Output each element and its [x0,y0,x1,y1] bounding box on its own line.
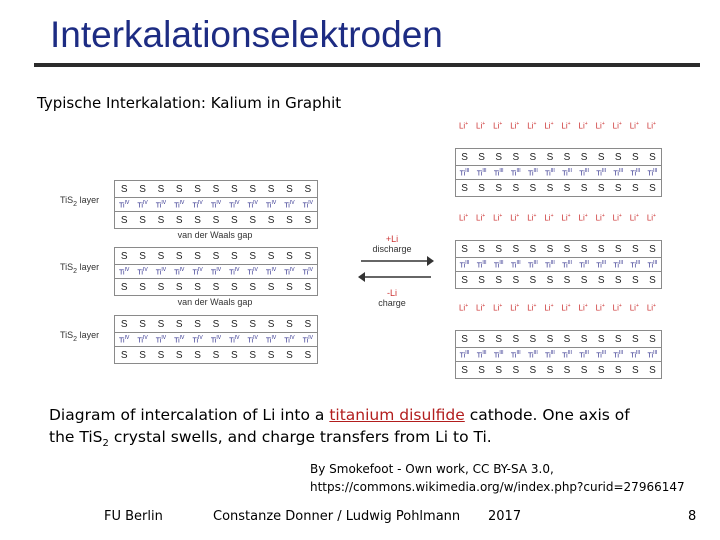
sulfur-atom: S [495,274,503,286]
titanium-iv-atom: $Ti^{IV}$ [155,199,167,210]
sulfur-atom: S [461,151,468,163]
sulfur-atom: S [231,318,238,330]
titanium-iii-atom: $Ti^{III}$ [476,349,487,360]
lithium-ion: Li+ [646,213,656,223]
titanium-iii-atom: $Ti^{III}$ [562,167,572,178]
titanium-iii-atom: $Ti^{III}$ [630,349,641,360]
titanium-iii-atom: $Ti^{III}$ [647,167,658,178]
sulfur-atom: S [304,281,312,293]
sulfur-atom: S [194,250,201,262]
titanium-iii-atom: $Ti^{III}$ [545,259,555,270]
sulfur-atom: S [212,318,220,330]
titanium-iii-atom: $Ti^{III}$ [596,349,607,360]
titanium-iv-atom: $Ti^{IV}$ [302,334,313,345]
sulfur-atom: S [563,182,571,194]
lithium-ion: Li+ [493,303,503,313]
sulfur-atom: S [139,349,146,361]
lithium-ion: Li+ [629,303,639,313]
titanium-iv-atom: $Ti^{IV}$ [265,334,277,345]
sulfur-atom: S [139,214,146,226]
sulfur-atom: S [286,250,293,262]
sulfur-atom: S [495,364,503,376]
titanium-iv-atom: $Ti^{IV}$ [247,199,258,210]
sulfur-atom: S [304,318,312,330]
sulfur-atom: S [631,243,639,255]
sulfur-atom: S [631,364,639,376]
lithium-ion: Li+ [646,121,656,131]
lithium-ion: Li+ [595,121,605,131]
sulfur-row-bottom [455,361,662,379]
sulfur-atom: S [529,151,537,163]
sulfur-row-bottom [114,211,318,229]
caption-text-1: Diagram of intercalation of Li into a [49,406,330,424]
sulfur-atom: S [249,349,257,361]
sulfur-atom: S [231,250,238,262]
sulfur-atom: S [267,318,275,330]
sulfur-atom: S [139,183,146,195]
titanium-iv-atom: $Ti^{IV}$ [192,266,203,277]
sulfur-atom: S [614,243,622,255]
titanium-row [114,332,318,347]
discharge-li-symbol: +Li [385,234,399,244]
caption-text-4: crystal swells, and charge transfers from Li to Ti. [108,428,492,446]
sulfur-atom: S [267,214,275,226]
titanium-iv-atom: $Ti^{IV}$ [302,199,313,210]
sulfur-atom: S [546,182,554,194]
sulfur-atom: S [194,281,201,293]
sulfur-atom: S [512,274,520,286]
footer-year: 2017 [488,509,522,524]
sulfur-atom: S [597,151,605,163]
figure-caption [49,404,689,455]
sulfur-atom: S [495,243,503,255]
titanium-iv-atom: $Ti^{IV}$ [229,334,240,345]
lithium-ion: Li+ [612,213,622,223]
sulfur-atom: S [631,151,639,163]
titanium-iii-atom: $Ti^{III}$ [562,349,572,360]
sulfur-atom: S [546,243,554,255]
sulfur-atom: S [249,183,257,195]
titanium-iii-atom: $Ti^{III}$ [596,167,607,178]
sulfur-atom: S [546,151,554,163]
titanium-iv-atom: $Ti^{IV}$ [137,334,148,345]
lithium-ion: Li+ [612,121,622,131]
lithium-row [455,301,660,315]
sulfur-atom: S [304,349,312,361]
sulfur-atom: S [157,250,165,262]
sulfur-atom: S [614,274,622,286]
titanium-iii-atom: $Ti^{III}$ [527,167,538,178]
reaction-arrows [357,252,435,286]
sulfur-atom: S [461,182,468,194]
sulfur-atom: S [614,182,622,194]
sulfur-atom: S [461,243,468,255]
sulfur-atom: S [649,274,656,286]
lithium-ion: Li+ [561,213,571,223]
lithium-ion: Li+ [493,121,503,131]
sulfur-atom: S [580,151,588,163]
titanium-row [455,257,662,272]
sulfur-atom: S [580,333,588,345]
sulfur-atom: S [563,151,571,163]
titanium-iv-atom: $Ti^{IV}$ [284,199,295,210]
lithium-ion: Li+ [595,213,605,223]
sulfur-row-bottom [114,278,318,296]
sulfur-atom: S [157,318,165,330]
sulfur-atom: S [649,333,656,345]
van-der-waals-gap-label: van der Waals gap [177,297,253,307]
lithium-ion: Li+ [544,121,554,131]
sulfur-atom: S [120,250,128,262]
sulfur-atom: S [495,182,503,194]
sulfur-atom: S [478,364,485,376]
sulfur-atom: S [304,183,312,195]
sulfur-atom: S [120,183,128,195]
titanium-iv-atom: $Ti^{IV}$ [155,334,167,345]
titanium-iii-atom: $Ti^{III}$ [527,349,538,360]
titanium-iv-atom: $Ti^{IV}$ [137,199,148,210]
sulfur-atom: S [546,364,554,376]
sulfur-atom: S [231,281,238,293]
sulfur-atom: S [194,349,201,361]
sulfur-atom: S [194,214,201,226]
lithium-ion: Li+ [493,213,503,223]
sulfur-atom: S [529,243,537,255]
titanium-iv-atom: $Ti^{IV}$ [174,266,185,277]
titanium-iii-atom: $Ti^{III}$ [493,167,504,178]
sulfur-atom: S [478,243,485,255]
sulfur-atom: S [175,281,183,293]
sulfur-atom: S [529,274,537,286]
sulfur-row-bottom [455,271,662,289]
titanium-row [114,197,318,212]
footer-institution: FU Berlin [104,509,163,524]
sulfur-atom: S [614,333,622,345]
lithium-ion: Li+ [510,303,520,313]
titanium-iv-atom: $Ti^{IV}$ [119,266,130,277]
lithium-ion: Li+ [544,213,554,223]
lithium-ion: Li+ [646,303,656,313]
sulfur-atom: S [286,214,293,226]
titanium-iv-atom: $Ti^{IV}$ [229,266,240,277]
sulfur-atom: S [286,281,293,293]
sulfur-atom: S [580,243,588,255]
lithium-ion: Li+ [510,213,520,223]
sulfur-atom: S [212,281,220,293]
sulfur-atom: S [286,318,293,330]
sulfur-atom: S [614,151,622,163]
sulfur-atom: S [597,182,605,194]
sulfur-row-top [114,247,318,265]
image-credit [310,460,685,496]
titanium-iii-atom: $Ti^{III}$ [459,167,470,178]
titanium-iii-atom: $Ti^{III}$ [476,259,487,270]
sulfur-atom: S [512,333,520,345]
sulfur-atom: S [546,274,554,286]
titanium-iii-atom: $Ti^{III}$ [613,259,624,270]
sulfur-atom: S [649,182,656,194]
lithium-ion: Li+ [578,303,588,313]
titanium-iv-atom: $Ti^{IV}$ [174,334,185,345]
sulfur-atom: S [157,214,165,226]
titanium-iv-atom: $Ti^{IV}$ [229,199,240,210]
sulfur-atom: S [580,182,588,194]
titanium-iii-atom: $Ti^{III}$ [493,349,504,360]
lithium-ion: Li+ [458,121,469,131]
sulfur-atom: S [286,183,293,195]
lithium-ion: Li+ [578,213,588,223]
sulfur-atom: S [139,250,146,262]
sulfur-atom: S [563,364,571,376]
sulfur-atom: S [529,182,537,194]
sulfur-atom: S [563,274,571,286]
titanium-iii-atom: $Ti^{III}$ [647,349,658,360]
discharge-arrowhead [427,256,434,266]
caption-text-2: cathode. One axis of [464,406,630,424]
titanium-iv-atom: $Ti^{IV}$ [284,266,295,277]
titanium-row [114,264,318,279]
charge-arrowhead [358,272,365,282]
sulfur-row-top [114,180,318,198]
caption-formula-s: S [92,428,103,446]
sulfur-atom: S [267,349,275,361]
titanium-iv-atom: $Ti^{IV}$ [302,266,313,277]
title-rule [34,63,700,67]
sulfur-atom: S [157,183,165,195]
tis2-layer-label: TiS$_2$ layer [60,195,100,208]
sulfur-row-top [114,315,318,333]
lithium-ion: Li+ [629,213,639,223]
sulfur-atom: S [120,318,128,330]
sulfur-atom: S [478,182,485,194]
lithium-ion: Li+ [476,303,486,313]
discharge-label [362,234,422,254]
titanium-iii-atom: $Ti^{III}$ [545,349,555,360]
credit-url: https://commons.wikimedia.org/w/index.php?curid=27966147 [310,480,685,494]
sulfur-atom: S [563,243,571,255]
titanium-iii-atom: $Ti^{III}$ [647,259,658,270]
sulfur-atom: S [249,318,257,330]
sulfur-atom: S [649,364,656,376]
titanium-iv-atom: $Ti^{IV}$ [247,266,258,277]
titanium-iii-atom: $Ti^{III}$ [579,167,589,178]
titanium-row [455,347,662,362]
titanium-iv-atom: $Ti^{IV}$ [174,199,185,210]
sulfur-atom: S [495,333,503,345]
titanium-iv-atom: $Ti^{IV}$ [265,266,277,277]
credit-line-1: By Smokefoot - Own work, CC BY-SA 3.0, [310,462,554,476]
footer-authors: Constanze Donner / Ludwig Pohlmann [213,509,461,524]
sulfur-row-top [455,240,662,258]
lithium-ion: Li+ [629,121,639,131]
sulfur-atom: S [120,214,128,226]
sulfur-atom: S [212,214,220,226]
tis2-layer-label: TiS$_2$ layer [60,330,100,343]
sulfur-atom: S [649,243,656,255]
sulfur-atom: S [512,151,520,163]
titanium-iii-atom: $Ti^{III}$ [476,167,487,178]
sulfur-atom: S [512,364,520,376]
titanium-iii-atom: $Ti^{III}$ [579,349,589,360]
titanium-iv-atom: $Ti^{IV}$ [137,266,148,277]
sulfur-atom: S [212,250,220,262]
slide-subtitle: Typische Interkalation: Kalium in Graphit [37,94,342,112]
titanium-iii-atom: $Ti^{III}$ [562,259,572,270]
sulfur-atom: S [194,318,201,330]
sulfur-atom: S [286,349,293,361]
titanium-iv-atom: $Ti^{IV}$ [284,334,295,345]
sulfur-atom: S [231,349,238,361]
titanium-iv-atom: $Ti^{IV}$ [247,334,258,345]
sulfur-row-top [455,330,662,348]
sulfur-atom: S [478,274,485,286]
sulfur-atom: S [157,349,165,361]
lithium-row [455,211,660,225]
sulfur-atom: S [231,183,238,195]
sulfur-atom: S [249,250,257,262]
sulfur-atom: S [529,333,537,345]
sulfur-atom: S [249,214,257,226]
titanium-iii-atom: $Ti^{III}$ [510,167,521,178]
titanium-iii-atom: $Ti^{III}$ [596,259,607,270]
titanium-iii-atom: $Ti^{III}$ [630,167,641,178]
lithium-ion: Li+ [544,303,554,313]
lithium-ion: Li+ [476,121,486,131]
footer-page-number: 8 [688,509,697,524]
tis2-layer-label: TiS$_2$ layer [60,262,100,275]
lithium-ion: Li+ [561,303,571,313]
van-der-waals-gap-label: van der Waals gap [177,230,253,240]
discharge-word: discharge [372,244,412,254]
charge-word: charge [378,298,406,308]
lithium-ion: Li+ [527,303,537,313]
lithium-ion: Li+ [612,303,622,313]
lithium-ion: Li+ [510,121,520,131]
sulfur-atom: S [212,349,220,361]
lithium-ion: Li+ [476,213,486,223]
sulfur-atom: S [231,214,238,226]
sulfur-atom: S [175,318,183,330]
sulfur-atom: S [597,333,605,345]
titanium-iii-atom: $Ti^{III}$ [630,259,641,270]
sulfur-atom: S [529,364,537,376]
sulfur-atom: S [495,151,503,163]
sulfur-atom: S [461,364,468,376]
sulfur-atom: S [267,250,275,262]
lithium-ion: Li+ [527,213,537,223]
sulfur-atom: S [580,274,588,286]
lithium-ion: Li+ [458,213,469,223]
sulfur-atom: S [478,151,485,163]
lithium-ion: Li+ [595,303,605,313]
sulfur-atom: S [304,250,312,262]
sulfur-atom: S [512,243,520,255]
sulfur-atom: S [139,318,146,330]
lithium-ion: Li+ [561,121,571,131]
titanium-iii-atom: $Ti^{III}$ [493,259,504,270]
sulfur-atom: S [546,333,554,345]
sulfur-atom: S [580,364,588,376]
titanium-iii-atom: $Ti^{III}$ [527,259,538,270]
sulfur-atom: S [212,183,220,195]
titanium-iv-atom: $Ti^{IV}$ [192,334,203,345]
sulfur-row-bottom [455,179,662,197]
sulfur-atom: S [304,214,312,226]
sulfur-atom: S [249,281,257,293]
caption-formula-sub: 2 [102,438,109,450]
titanium-iii-atom: $Ti^{III}$ [510,259,521,270]
sulfur-atom: S [597,364,605,376]
sulfur-atom: S [631,182,639,194]
titanium-iii-atom: $Ti^{III}$ [613,167,624,178]
sulfur-atom: S [157,281,165,293]
charge-label [362,288,422,308]
titanium-iv-atom: $Ti^{IV}$ [155,266,167,277]
caption-text-3: the Ti [49,428,93,446]
titanium-iii-atom: $Ti^{III}$ [459,259,470,270]
lithium-ion: Li+ [578,121,588,131]
titanium-iv-atom: $Ti^{IV}$ [210,334,222,345]
titanium-disulfide-link[interactable]: titanium disulfide [329,406,465,424]
lithium-row [455,119,660,133]
sulfur-atom: S [194,183,201,195]
sulfur-atom: S [614,364,622,376]
sulfur-atom: S [649,151,656,163]
sulfur-atom: S [478,333,485,345]
sulfur-row-top [455,148,662,166]
titanium-iii-atom: $Ti^{III}$ [459,349,470,360]
lithium-ion: Li+ [527,121,537,131]
sulfur-atom: S [597,274,605,286]
titanium-iv-atom: $Ti^{IV}$ [210,199,222,210]
slide-title: Interkalationselektroden [50,14,443,55]
sulfur-atom: S [175,214,183,226]
titanium-iv-atom: $Ti^{IV}$ [119,199,130,210]
sulfur-atom: S [461,274,468,286]
sulfur-atom: S [461,333,468,345]
titanium-iii-atom: $Ti^{III}$ [613,349,624,360]
sulfur-row-bottom [114,346,318,364]
titanium-row [455,165,662,180]
titanium-iv-atom: $Ti^{IV}$ [210,266,222,277]
sulfur-atom: S [563,333,571,345]
sulfur-atom: S [120,349,128,361]
charge-li-symbol: -Li [386,288,397,298]
sulfur-atom: S [512,182,520,194]
sulfur-atom: S [139,281,146,293]
sulfur-atom: S [175,250,183,262]
sulfur-atom: S [631,274,639,286]
titanium-iii-atom: $Ti^{III}$ [510,349,521,360]
lithium-ion: Li+ [458,303,469,313]
sulfur-atom: S [267,281,275,293]
sulfur-atom: S [267,183,275,195]
sulfur-atom: S [175,183,183,195]
titanium-iii-atom: $Ti^{III}$ [579,259,589,270]
sulfur-atom: S [631,333,639,345]
sulfur-atom: S [597,243,605,255]
titanium-iv-atom: $Ti^{IV}$ [119,334,130,345]
titanium-iii-atom: $Ti^{III}$ [545,167,555,178]
titanium-iv-atom: $Ti^{IV}$ [265,199,277,210]
sulfur-atom: S [175,349,183,361]
sulfur-atom: S [120,281,128,293]
titanium-iv-atom: $Ti^{IV}$ [192,199,203,210]
